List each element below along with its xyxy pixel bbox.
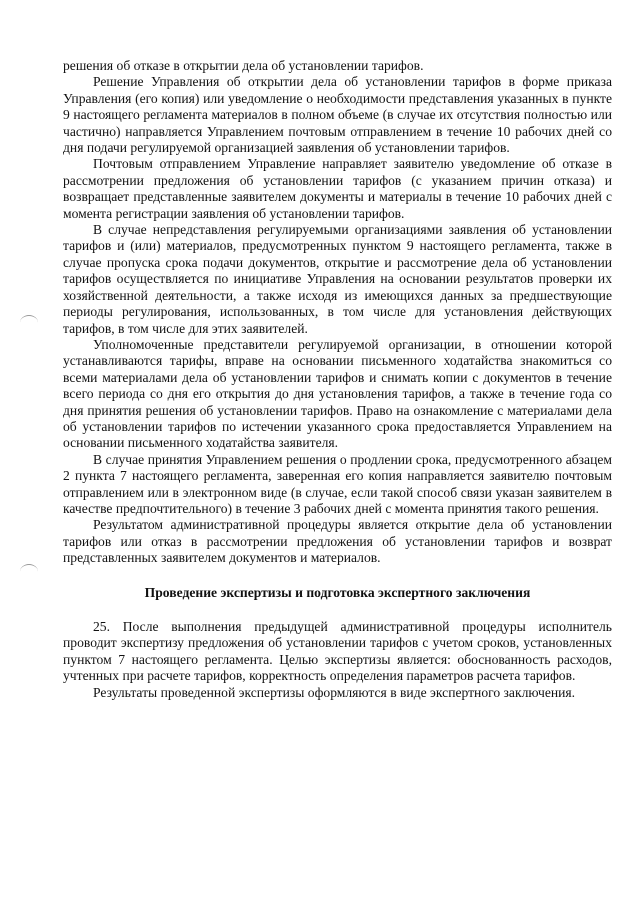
section-heading: Проведение экспертизы и подготовка экспертного заключения (144, 584, 531, 600)
paragraph: Почтовым отправлением Управление направляет заявителю уведомление об отказе в рассмотрении предложения об установлении тарифов (с указанием причин отказа) и возвращает представленные заявителем документы и материалы в течение 10 рабочих дней с момента регистрации заявления об установлении тарифов. (63, 156, 612, 221)
paragraph: 25. После выполнения предыдущей административной процедуры исполнитель проводит экспертизу предложения об установлении тарифов с учетом сроков, установленных пунктом 7 настоящего регламента. Целью экспертизы является: обоснованность расходов, учтенных при расчете тарифов, корректность определения параметров расчета тарифов. (63, 619, 612, 684)
paragraph: В случае принятия Управлением решения о продлении срока, предусмотренного абзацем 2 пункта 7 настоящего регламента, заверенная его копия направляется заявителю почтовым отправлением или в электронном виде (в случае, если такой способ связи указан заявителем в качестве предпочтительного) в течение 3 рабочих дней с момента принятия такого решения. (63, 451, 612, 516)
paragraph: Решение Управления об открытии дела об установлении тарифов в форме приказа Управления (его копия) или уведомление о необходимости представления указанных в пункте 9 настоящего регламента материалов в полном объеме (в случае их отсутствия полностью или частично) направляется Управлением почтовым отправлением в течение 10 рабочих дней со дня подачи регулируемой организацией заявления об установлении тарифов. (63, 74, 612, 156)
paragraph: Уполномоченные представители регулируемой организации, в отношении которой устанавливаются тарифы, вправе на основании письменного ходатайства знакомиться со всеми материалами дела об установлении тарифов и снимать копии с документов в течение всего периода со дня его открытия до дня установления тарифов, а также в течение года со дня принятия решения об установлении тарифов. Право на ознакомление с материалами дела об установлении тарифов по истечении указанного срока предоставляется Управлением на основании письменного ходатайства заявителя. (63, 336, 612, 451)
paragraph: Результатом административной процедуры является открытие дела об установлении тарифов или отказ в рассмотрении предложения об установлении тарифов и возврат представленных заявителем документов и материалов. (63, 517, 612, 566)
paragraph: Результаты проведенной экспертизы оформляются в виде экспертного заключения. (93, 684, 576, 700)
paragraph: В случае непредставления регулируемыми организациями заявления об установлении тарифов и (или) материалов, предусмотренных пунктом 9 настоящего регламента, также в случае пропуска срока подачи документов, открытие и рассмотрение дела об установлении тарифов осуществляется по инициативе Управления на основании результатов проверки их хозяйственной деятельности, а также исходя из имеющихся данных за предшествующие периоды регулирования, использованных, в том числе для установления действующих тарифов, в том числе для этих заявителей. (63, 222, 612, 336)
paragraph: решения об отказе в открытии дела об установлении тарифов. (63, 58, 424, 73)
binder-hole-mark (20, 315, 38, 330)
binder-hole-mark (20, 564, 38, 579)
document-page (63, 58, 612, 701)
